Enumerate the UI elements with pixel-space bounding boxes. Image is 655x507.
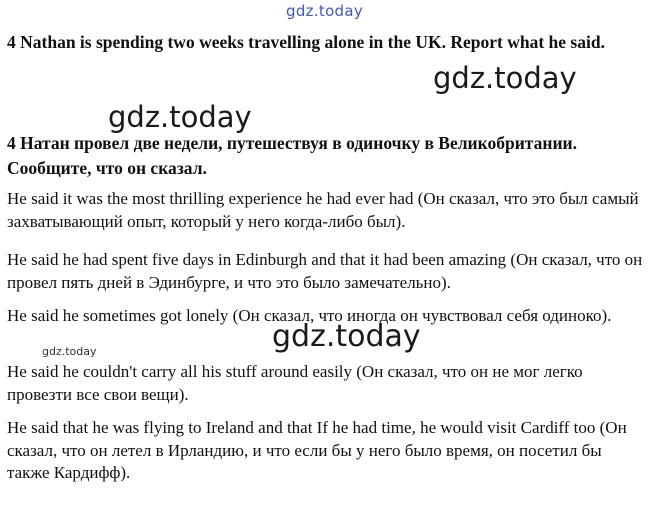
watermark-small: gdz.today	[42, 345, 97, 358]
answer-paragraph-2: He said he had spent five days in Edinburgh and that it had been amazing (Он сказал, что он провел пять дней в Эдинбурге, и что это было замечательно).	[7, 250, 643, 292]
watermark-right-header: gdz.today	[433, 61, 577, 95]
answer-paragraph-5: He said that he was flying to Ireland and that If he had time, he would visit Cardiff too (Он сказал, что он летел в Ирландию, и что если бы у него было время, он посетил бы также Кардифф).	[7, 418, 627, 482]
watermark-center: gdz.today	[272, 319, 421, 354]
watermark-top: gdz.today	[286, 2, 364, 20]
watermark-left-header: gdz.today	[108, 100, 252, 134]
task-heading-en: 4 Nathan is spending two weeks travelling alone in the UK. Report what he said.	[7, 32, 605, 52]
answer-paragraph-4: He said he couldn't carry all his stuff around easily (Он сказал, что он не мог легко провезти все свои вещи).	[7, 362, 583, 404]
answer-paragraph-3: He said he sometimes got lonely (Он сказал, что иногда он чувствовал себя одиноко).	[7, 306, 612, 325]
answer-paragraph-1: He said it was the most thrilling experience he had ever had (Он сказал, что это был самый захватывающий опыт, который у него когда-либо был).	[7, 189, 639, 231]
task-heading-ru: 4 Натан провел две недели, путешествуя в одиночку в Великобритании. Сообщите, что он сказал.	[7, 133, 577, 178]
